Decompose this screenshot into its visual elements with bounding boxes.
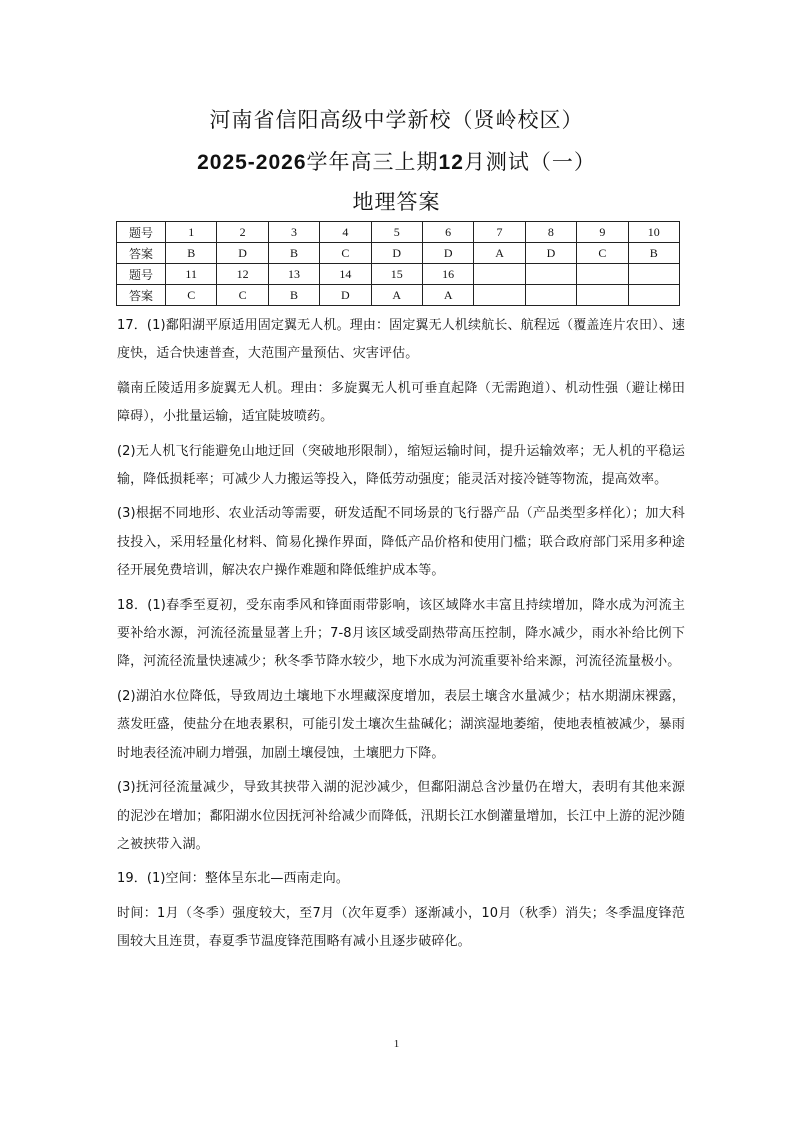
exam-year: 2025-2026	[197, 151, 307, 174]
q18-part1: 18．(1)春季至夏初，受东南季风和锋面雨带影响，该区域降水丰富且持续增加，降水成为河流主要补给水源，河流径流量显著上升；7-8月该区域受副热带高压控制，降水减少，雨水补给比例下降，河流径流量快速减少；秋冬季节降水较少，地下水成为河流重要补给来源，河流径流量极小。	[117, 597, 685, 670]
table-cell: 14	[320, 264, 371, 285]
table-cell: B	[166, 243, 217, 264]
table-cell: 5	[371, 222, 422, 243]
q18-part2: (2)湖泊水位降低，导致周边土壤地下水埋藏深度增加，表层土壤含水量减少；枯水期湖床裸露，蒸发旺盛，使盐分在地表累积，可能引发土壤次生盐碱化；湖滨湿地萎缩，使地表植被减少，暴雨时地表径流冲刷力增强，加剧土壤侵蚀，土壤肥力下降。	[117, 688, 685, 761]
table-cell: C	[166, 285, 217, 306]
table-cell: 9	[577, 222, 628, 243]
table-cell: B	[628, 243, 679, 264]
table-cell: D	[422, 243, 473, 264]
table-cell	[525, 264, 576, 285]
table-cell: 8	[525, 222, 576, 243]
exam-title	[0, 146, 793, 176]
table-cell: A	[422, 285, 473, 306]
exam-label: 月测试（一）	[463, 150, 596, 174]
table-cell: C	[577, 243, 628, 264]
q17-part3: (3)根据不同地形、农业活动等需要，研发适配不同场景的飞行器产品（产品类型多样化）；加大科技投入，采用轻量化材料、简易化操作界面，降低产品价格和使用门槛；联合政府部门采用多种途径开展免费培训，解决农户操作难题和降低维护成本等。	[117, 506, 685, 579]
table-row-question-1	[117, 222, 680, 243]
table-cell	[628, 264, 679, 285]
table-cell: B	[268, 243, 319, 264]
q17-part1-hills: 赣南丘陵适用多旋翼无人机。理由：多旋翼无人机可垂直起降（无需跑道）、机动性强（避让梯田障碍），小批量运输，适宜陡坡喷药。	[117, 380, 685, 425]
table-cell: B	[268, 285, 319, 306]
answer-explanations	[117, 312, 685, 957]
table-cell: D	[320, 285, 371, 306]
table-cell	[474, 264, 525, 285]
row-label-answer: 答案	[117, 243, 166, 264]
table-cell: D	[371, 243, 422, 264]
row-label-answer: 答案	[117, 285, 166, 306]
table-cell	[525, 285, 576, 306]
table-cell	[577, 264, 628, 285]
q17-part2: (2)无人机飞行能避免山地迂回（突破地形限制），缩短运输时间，提升运输效率；无人机的平稳运输，降低损耗率；可减少人力搬运等投入，降低劳动强度；能灵活对接冷链等物流，提高效率。	[117, 443, 685, 488]
table-cell: 4	[320, 222, 371, 243]
table-cell: 6	[422, 222, 473, 243]
table-cell: C	[217, 285, 268, 306]
table-cell: 3	[268, 222, 319, 243]
subject-title: 地理答案	[352, 190, 441, 214]
table-cell: 12	[217, 264, 268, 285]
q19-part1-space: 19．(1)空间：整体呈东北—西南走向。	[117, 871, 349, 887]
page-number: 1	[393, 1038, 400, 1050]
table-row-question-2	[117, 264, 680, 285]
q17-part1-plain: 17．(1)鄱阳湖平原适用固定翼无人机。理由：固定翼无人机续航长、航程远（覆盖连片农田）、速度快，适合快速普查，大范围产量预估、灾害评估。	[117, 318, 685, 362]
row-label-question: 题号	[117, 264, 166, 285]
table-cell: 7	[474, 222, 525, 243]
table-cell: 2	[217, 222, 268, 243]
table-cell	[474, 285, 525, 306]
row-label-question: 题号	[117, 222, 166, 243]
table-cell: 10	[628, 222, 679, 243]
table-cell: 11	[166, 264, 217, 285]
table-cell: C	[320, 243, 371, 264]
table-cell	[628, 285, 679, 306]
answer-table	[116, 221, 680, 306]
table-cell: 1	[166, 222, 217, 243]
table-cell	[577, 285, 628, 306]
table-cell: D	[525, 243, 576, 264]
table-cell: A	[371, 285, 422, 306]
table-cell: 16	[422, 264, 473, 285]
table-row-answer-1	[117, 243, 680, 264]
table-row-answer-2	[117, 285, 680, 306]
table-cell: A	[474, 243, 525, 264]
table-cell: 13	[268, 264, 319, 285]
exam-month: 12	[438, 151, 464, 174]
exam-term: 学年高三上期	[306, 150, 439, 174]
school-title: 河南省信阳高级中学新校（贤岭校区）	[209, 108, 584, 132]
table-cell: D	[217, 243, 268, 264]
q19-part1-time: 时间：1月（冬季）强度较大，至7月（次年夏季）逐渐减小，10月（秋季）消失；冬季温度锋范围较大且连贯，春夏季节温度锋范围略有减小且逐步破碎化。	[117, 905, 685, 950]
q18-part3: (3)抚河径流量减少，导致其挟带入湖的泥沙减少，但鄱阳湖总含沙量仍在增大，表明有其他来源的泥沙在增加；鄱阳湖水位因抚河补给减少而降低，汛期长江水倒灌量增加，长江中上游的泥沙随之被挟带入湖。	[117, 780, 685, 852]
table-cell: 15	[371, 264, 422, 285]
